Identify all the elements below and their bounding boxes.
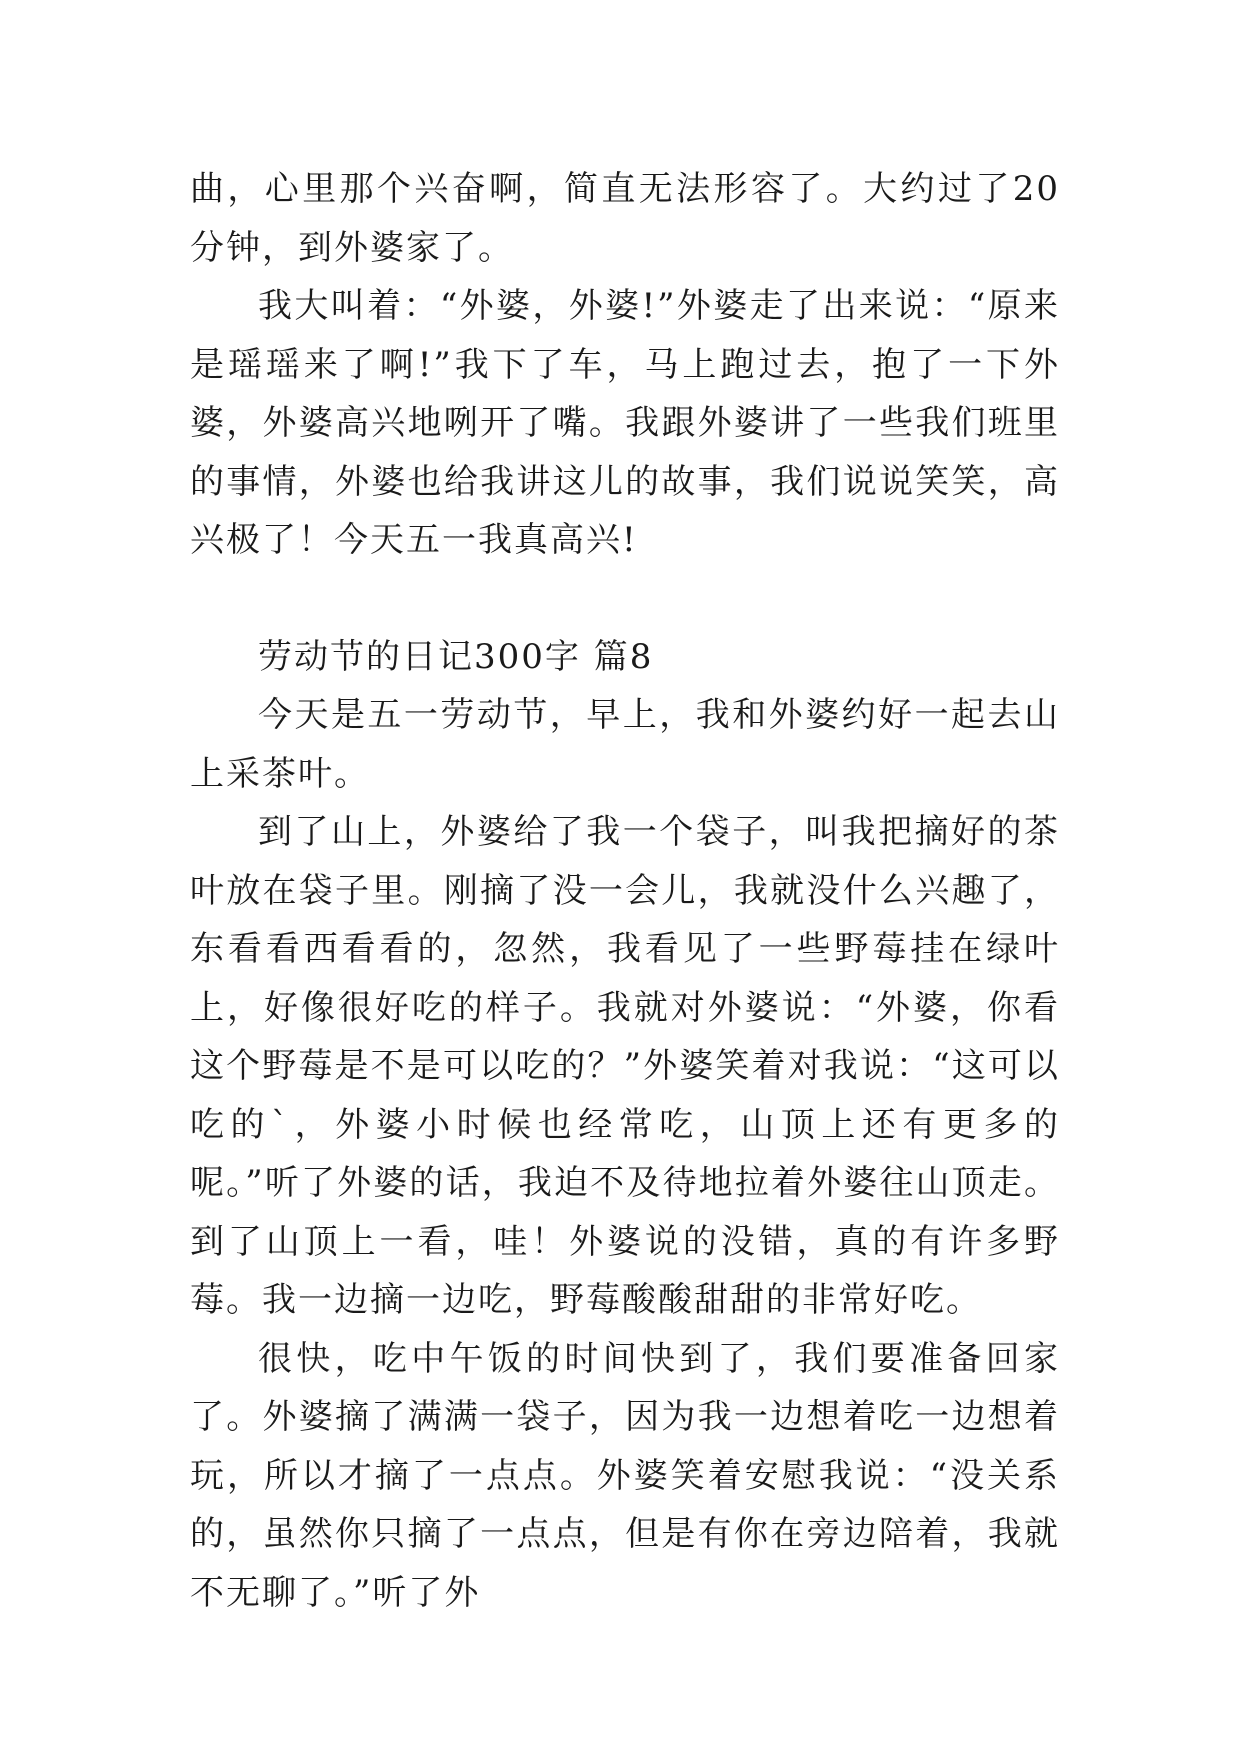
paragraph-mountain: 到了山上，外婆给了我一个袋子，叫我把摘好的茶叶放在袋子里。刚摘了没一会儿，我就没什么兴趣了，东看看西看看的，忽然，我看见了一些野莓挂在绿叶上，好像很好吃的样子。我就对外婆说：“外婆，你看这个野莓是不是可以吃的？”外婆笑着对我说：“这可以吃的`，外婆小时候也经常吃，山顶上还有更多的呢。”听了外婆的话，我迫不及待地拉着外婆往山顶走。到了山顶上一看，哇！外婆说的没错，真的有许多野莓。我一边摘一边吃，野莓酸酸甜甜的非常好吃。 [190, 812, 1060, 1320]
paragraph-lunch: 很快，吃中午饭的时间快到了，我们要准备回家了。外婆摘了满满一袋子，因为我一边想着吃一边想着玩，所以才摘了一点点。外婆笑着安慰我说：“没关系的，虽然你只摘了一点点，但是有你在旁边陪着，我就不无聊了。”听了外 [190, 1338, 1060, 1613]
section-heading: 劳动节的日记300字 篇8 [258, 636, 654, 677]
paragraph-intro: 今天是五一劳动节，早上，我和外婆约好一起去山上采茶叶。 [190, 695, 1060, 794]
document-body [190, 160, 1060, 1622]
paragraph-arrival: 我大叫着：“外婆，外婆!”外婆走了出来说：“原来是瑶瑶来了啊!”我下了车，马上跑过去，抱了一下外婆，外婆高兴地咧开了嘴。我跟外婆讲了一些我们班里的事情，外婆也给我讲这儿的故事，我们说说笑笑，高兴极了！今天五一我真高兴! [190, 286, 1060, 560]
paragraph-continuation: 曲，心里那个兴奋啊，简直无法形容了。大约过了20分钟，到外婆家了。 [190, 169, 1060, 268]
